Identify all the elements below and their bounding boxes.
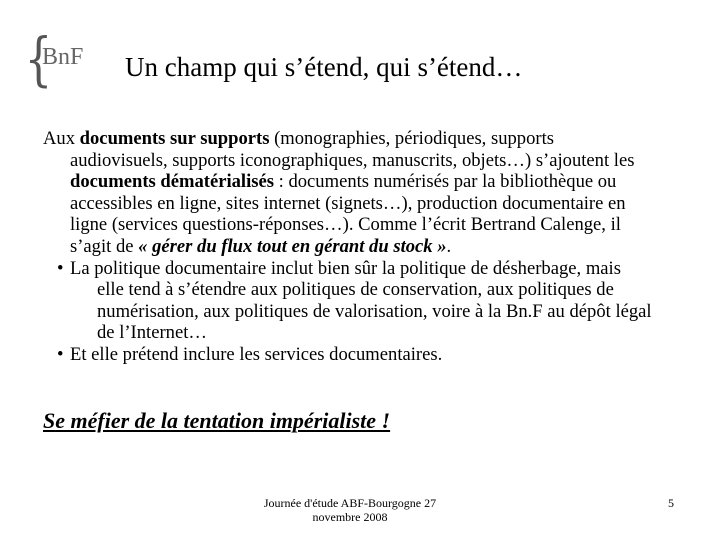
slide-body: [43, 128, 652, 366]
footer: [250, 496, 450, 524]
page-number: 5: [668, 496, 674, 510]
text-segment: documents sur supports: [79, 128, 270, 149]
paragraph-line: [43, 171, 652, 193]
bullet-icon: •: [57, 343, 64, 365]
intro-paragraph: [43, 128, 652, 258]
text-segment: accessibles en ligne, sites internet (signets…), production documentaire en: [70, 192, 626, 214]
bullet-line: La politique documentaire inclut bien sûr la politique de désherbage, mais: [70, 257, 621, 279]
paragraph-line: [43, 150, 652, 172]
bullet-line: numérisation, aux politiques de valorisation, voire à la Bn.F au dépôt légal: [97, 300, 652, 322]
text-segment: (monographies, périodiques, supports: [269, 128, 554, 149]
bnf-logo: [20, 25, 100, 93]
text-segment: documents dématérialisés: [70, 171, 274, 193]
text-segment: .: [446, 235, 452, 257]
text-segment: Aux: [43, 128, 80, 149]
paragraph-line: [43, 193, 652, 215]
bullet-item: [57, 343, 652, 366]
brace-icon: {: [24, 25, 53, 93]
text-segment: audiovisuels, supports iconographiques, manuscrits, objets…) s’ajoutent les: [70, 149, 635, 171]
footer-line-1: Journée d'étude ABF-Bourgogne 27: [263, 496, 437, 510]
text-segment: : documents numérisés par la bibliothèque ou: [274, 171, 617, 193]
footer-line-2: novembre 2008: [312, 510, 388, 524]
bullet-icon: •: [57, 257, 64, 279]
bullet-line: elle tend à s’étendre aux politiques de conservation, aux politiques de: [97, 279, 614, 301]
text-segment: s’agit de: [70, 235, 139, 257]
paragraph-line: [43, 214, 652, 236]
warning-text: Se méfier de la tentation impérialiste !: [43, 408, 391, 433]
logo-text: BnF: [42, 44, 84, 70]
bullet-item: [57, 257, 652, 344]
text-segment: ligne (services questions-réponses…). Comme l’écrit Bertrand Calenge, il: [70, 214, 621, 236]
bullet-list: [57, 257, 652, 366]
bullet-line: Et elle prétend inclure les services documentaires.: [70, 343, 443, 365]
slide-title: Un champ qui s’étend, qui s’étend…: [125, 52, 523, 82]
paragraph-line: [43, 128, 652, 150]
text-segment: « gérer du flux tout en gérant du stock »: [138, 235, 447, 257]
bullet-line: de l’Internet…: [97, 322, 207, 344]
paragraph-line: [43, 236, 652, 258]
